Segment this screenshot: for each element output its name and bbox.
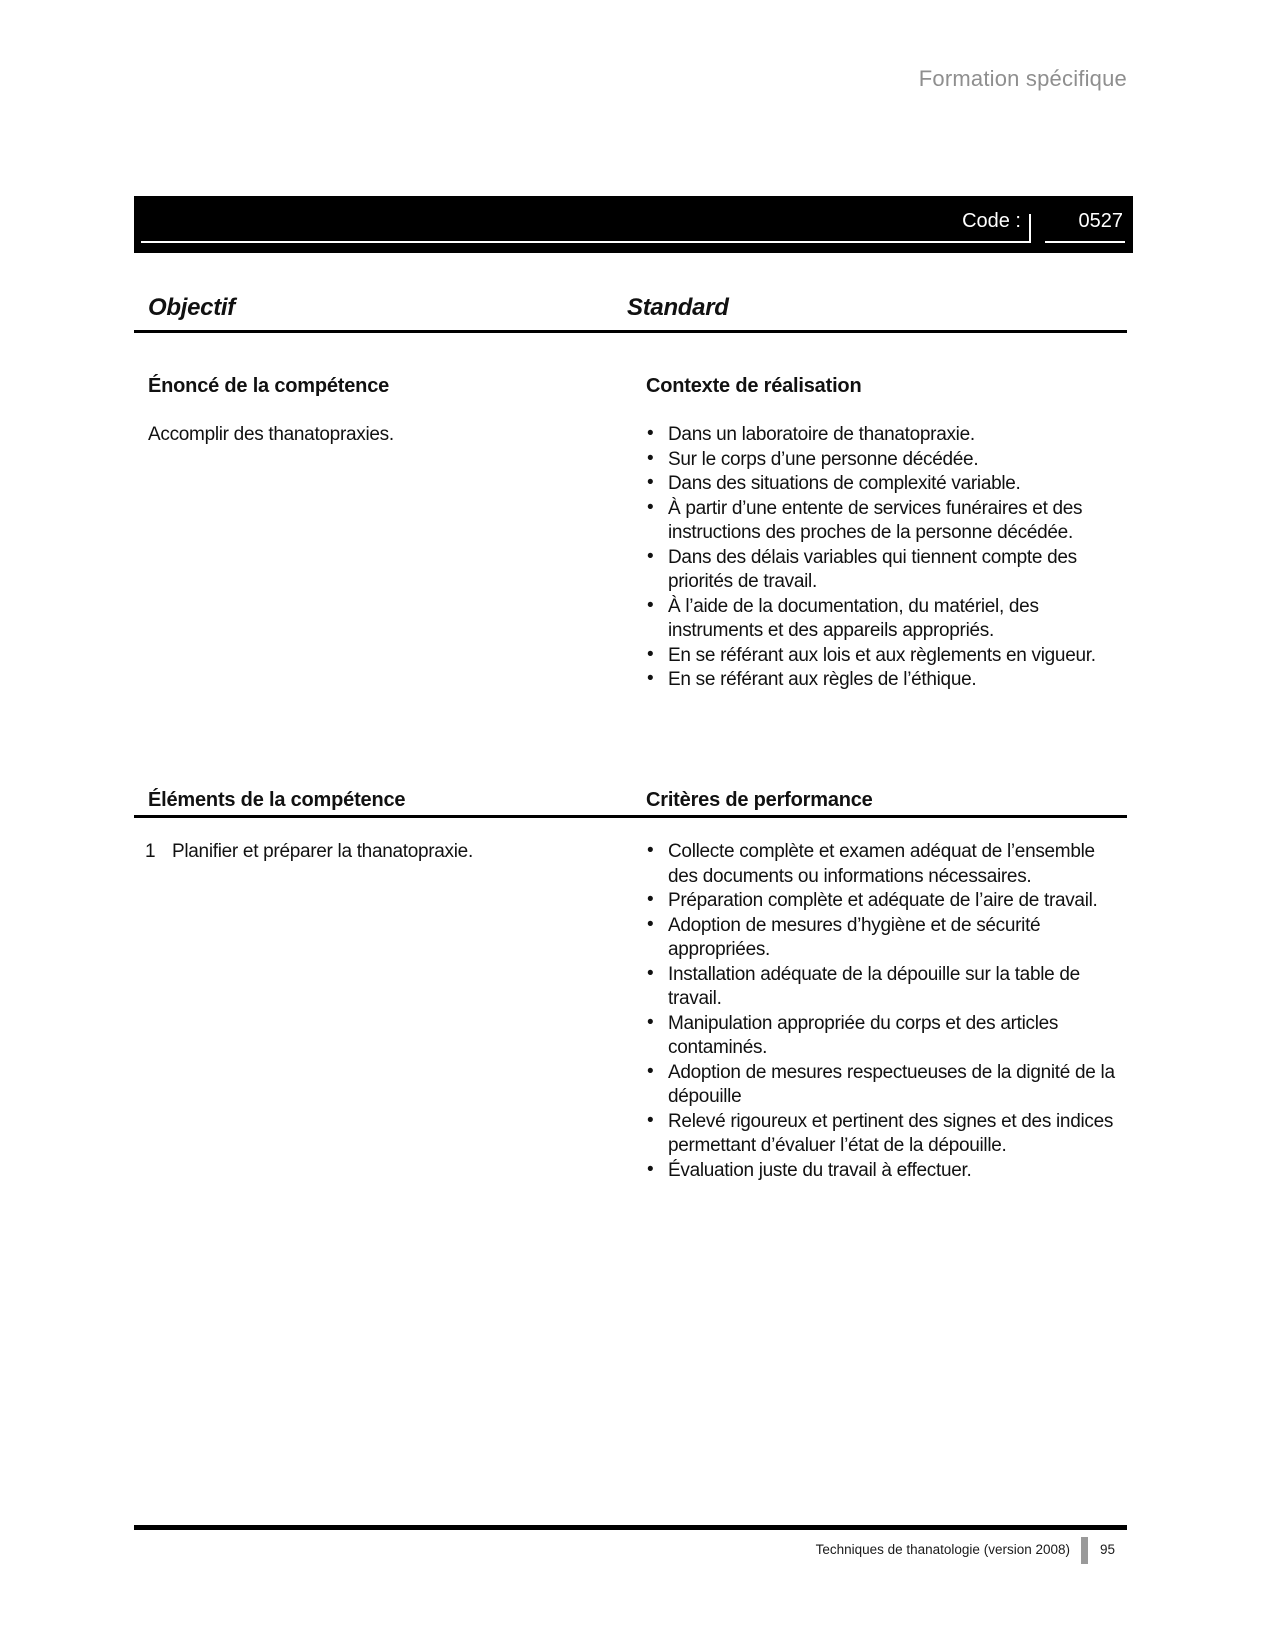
footer-divider	[1081, 1537, 1088, 1564]
title-bar	[134, 196, 1133, 253]
list-item-text: Dans des délais variables qui tiennent compte des priorités de travail.	[668, 546, 1077, 592]
title-underline	[141, 241, 1029, 243]
list-item	[645, 1061, 1127, 1110]
code-value: 0527	[1078, 210, 1123, 232]
element-text: Planifier et préparer la thanatopraxie.	[172, 841, 473, 862]
bullet-icon: •	[647, 1060, 654, 1082]
list-item	[645, 472, 1127, 497]
list-item-text: Manipulation appropriée du corps et des articles contaminés.	[668, 1012, 1059, 1058]
column-title-objectif: Objectif	[148, 294, 235, 321]
list-item-text: Collecte complète et examen adéquat de l’ensemble des documents ou informations nécessaires.	[668, 841, 1095, 887]
list-item	[645, 668, 1127, 693]
list-item-text: Dans des situations de complexité variable.	[668, 473, 1021, 494]
list-item	[645, 914, 1127, 963]
bullet-icon: •	[647, 1158, 654, 1180]
code-label: Code :	[962, 210, 1021, 232]
list-item	[645, 423, 1127, 448]
list-item	[645, 497, 1127, 546]
list-item-text: Dans un laboratoire de thanatopraxie.	[668, 424, 975, 445]
footer-page-number: 95	[1100, 1542, 1116, 1557]
heading-enonce-competence: Énoncé de la compétence	[148, 375, 390, 397]
footer-rule	[134, 1525, 1127, 1530]
list-item-text: Adoption de mesures respectueuses de la dignité de la dépouille	[668, 1061, 1115, 1107]
header-rule	[134, 330, 1127, 333]
bullet-icon: •	[647, 1109, 654, 1131]
bullet-icon: •	[647, 423, 654, 444]
column-title-standard: Standard	[627, 294, 729, 321]
list-item-text: Préparation complète et adéquate de l’aire de travail.	[668, 890, 1098, 911]
contexte-list	[645, 423, 1127, 693]
list-item	[645, 1110, 1127, 1159]
enonce-text: Accomplir des thanatopraxies.	[148, 424, 394, 445]
list-item-text: Évaluation juste du travail à effectuer.	[668, 1159, 972, 1181]
bullet-icon: •	[647, 496, 654, 518]
bullet-icon: •	[647, 472, 654, 493]
bullet-icon: •	[647, 913, 654, 935]
list-item	[645, 963, 1127, 1012]
element-item-1	[145, 840, 615, 865]
list-item	[645, 889, 1127, 914]
list-item	[645, 1012, 1127, 1061]
list-item-text: Relevé rigoureux et pertinent des signes et des indices permettant d’évaluer l’état de la dépouille.	[668, 1110, 1114, 1156]
list-item-text: En se référant aux règles de l’éthique.	[668, 669, 977, 690]
criteres-list	[645, 840, 1127, 1183]
bullet-icon: •	[647, 643, 654, 665]
bullet-icon: •	[647, 1011, 654, 1033]
list-item-text: Sur le corps d’une personne décédée.	[668, 448, 979, 470]
bullet-icon: •	[647, 447, 654, 469]
list-item-text: Installation adéquate de la dépouille sur la table de travail.	[668, 963, 1080, 1009]
code-cell-divider	[1029, 214, 1031, 243]
list-item-text: À l’aide de la documentation, du matériel, des instruments et des appareils appropriés.	[668, 595, 1039, 641]
heading-criteres-performance: Critères de performance	[646, 789, 873, 811]
section-label: Formation spécifique	[918, 66, 1127, 91]
list-item	[645, 595, 1127, 644]
section-rule	[134, 815, 1127, 818]
heading-elements-competence: Éléments de la compétence	[148, 789, 406, 811]
element-number: 1	[145, 841, 156, 862]
code-value-underline	[1045, 241, 1125, 243]
list-item-text: À partir d’une entente de services funéraires et des instructions des proches de la personne décédée.	[668, 497, 1083, 543]
list-item-text: Adoption de mesures d’hygiène et de sécurité appropriées.	[668, 914, 1041, 960]
bullet-icon: •	[647, 962, 654, 984]
list-item-text: En se référant aux lois et aux règlements en vigueur.	[668, 644, 1096, 666]
bullet-icon: •	[647, 668, 654, 689]
bullet-icon: •	[647, 545, 654, 567]
list-item	[645, 1159, 1127, 1184]
list-item	[645, 448, 1127, 473]
bullet-icon: •	[647, 840, 654, 861]
list-item	[645, 546, 1127, 595]
bullet-icon: •	[647, 889, 654, 910]
bullet-icon: •	[647, 594, 654, 616]
heading-contexte-realisation: Contexte de réalisation	[646, 375, 862, 397]
list-item	[645, 840, 1127, 889]
footer-document-title: Techniques de thanatologie (version 2008)	[815, 1542, 1070, 1557]
list-item	[645, 644, 1127, 669]
